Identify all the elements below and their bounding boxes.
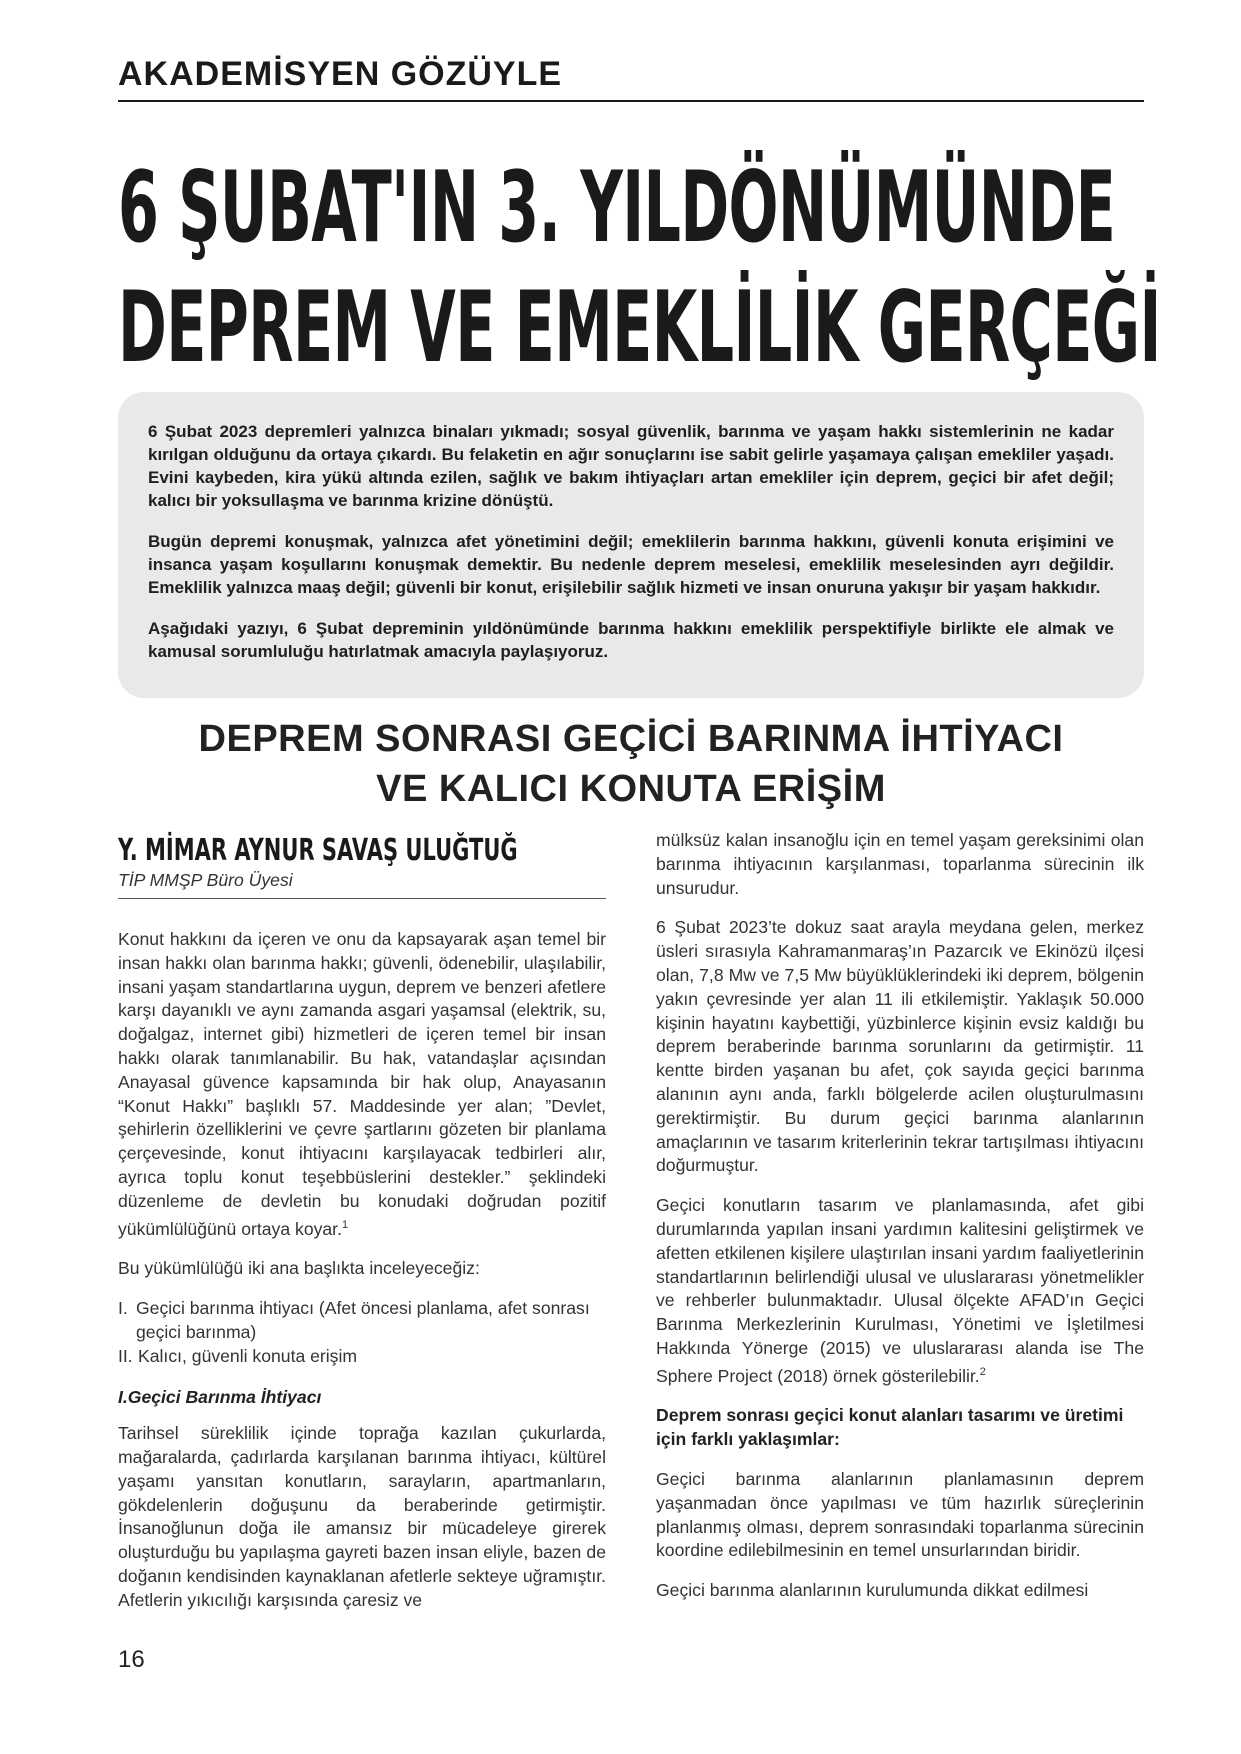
body-paragraph: Geçici barınma alanlarının planlamasının deprem yaşanmadan önce yapılması ve tüm hazırlık süreçlerinin planlanmış olması, deprem sonrasındaki toparlanma sürecinin koordine edilebilmesinin en temel unsurlarından biridir. — [656, 1468, 1144, 1561]
article-heading-line-2: VE KALICI KONUTA ERİŞİM — [376, 768, 886, 810]
body-paragraph: Bu yükümlülüğü iki ana başlıkta inceleyeceğiz: — [118, 1258, 480, 1279]
body-paragraph — [118, 928, 606, 1241]
section-title: I.Geçici Barınma İhtiyacı — [118, 1387, 322, 1408]
subsection-heading: Deprem sonrası geçici konut alanları tasarımı ve üretimi için farklı yaklaşımlar: — [656, 1405, 1124, 1450]
body-paragraph — [656, 1194, 1144, 1388]
main-title-line-2: DEPREM VE EMEKLİLİK GERÇEĞİ — [118, 271, 1161, 385]
list-number: II. — [118, 1345, 133, 1366]
header-rule — [118, 100, 1144, 102]
intro-paragraph: Aşağıdaki yazıyı, 6 Şubat depreminin yıldönümünde barınma hakkını emeklilik perspektifiyle birlikte ele almak ve kamusal sorumluluğu hatırlatmak amacıyla paylaşıyoruz. — [148, 619, 1114, 661]
right-column — [656, 829, 1144, 1619]
body-text: Konut hakkını da içeren ve onu da kapsayarak aşan temel bir insan hakkı olan barınma hakkı; güvenli, ödenebilir, ulaşılabilir, insani yaşam standartlarına uygun, deprem ve benzeri afetlere karşı dayanıklı ve aynı zamanda asgari yaşamsal (elektrik, su, doğalgaz, internet gibi) hizmetleri de içeren temel bir insan hakkı olarak tanımlanabilir. Bu hak, vatandaşlar açısından Anayasal güvence kapsamında bir hak olup, Anayasanın “Konut Hakkı” başlıklı 57. Maddesinde yer alan; ”Devlet, şehirlerin özelliklerini ve çevre şartlarını gözeten bir planlama çerçevesinde, konut ihtiyacını karşılayacak tedbirleri alır, ayrıca toplu konut teşebbüslerini destekler.” şeklindeki düzenleme de devletin bu konudaki doğrudan pozitif yükümlülüğünü ortaya koyar. — [118, 929, 606, 1239]
article-heading-line-1: DEPREM SONRASI GEÇİCİ BARINMA İHTİYACI — [198, 718, 1064, 760]
footnote-ref: 1 — [341, 1218, 349, 1231]
left-column — [118, 928, 606, 1629]
intro-paragraph: 6 Şubat 2023 depremleri yalnızca binaları yıkmadı; sosyal güvenlik, barınma ve yaşam hakkı sistemlerinin ne kadar kırılgan olduğunu da ortaya çıkardı. Bu felaketin en ağır sonuçlarını ise sabit gelirle yaşamaya çalışan emekliler yaşadı. Evini kaybeden, kira yükü altında ezilen, sağlık ve bakım ihtiyaçları artan emekliler için deprem, geçici bir afet değil; kalıcı bir yoksullaşma ve barınma krizine dönüştü. — [148, 422, 1114, 510]
article-heading — [118, 714, 1144, 814]
body-paragraph: mülksüz kalan insanoğlu için en temel yaşam gereksinimi olan barınma ihtiyacının karşılanması, toparlanma sürecinin ilk unsurudur. — [656, 830, 1144, 898]
list-text: Kalıcı, güvenli konuta erişim — [138, 1345, 358, 1366]
author-name: Y. MİMAR AYNUR SAVAŞ ULUĞTUĞ — [118, 833, 518, 868]
body-paragraph: 6 Şubat 2023’te dokuz saat arayla meydana gelen, merkez üsleri sırasıyla Kahramanmaraş’ın Pazarcık ve Ekinözü ilçesi olan, 7,8 Mw ve 7,5 Mw büyüklüklerindeki iki deprem, bölgenin yakın çevresinde yer alan 11 ili etkilemiştir. Yaklaşık 50.000 kişinin hayatını kaybettiği, yüzbinlerce kişinin evsiz kaldığı bu deprem beraberinde barınma sorunlarını da getirmiştir. 11 kentte birden yaşanan bu afet, çok sayıda geçici barınma alanının aynı anda, farklı bölgelerde acilen oluşturulmasını gerektirmiştir. Bu durum geçici barınma alanlarının amaçlarının ve tasarım kriterlerinin tekrar tartışılması ihtiyacını doğurmuştur. — [656, 917, 1144, 1176]
topic-list — [118, 1297, 606, 1368]
author-rule — [118, 898, 606, 899]
body-text: Geçici konutların tasarım ve planlamasında, afet gibi durumlarında yapılan insani yardımın kalitesini geliştirmek ve afetten etkilenen kişilere ulaştırılan insani yardım faaliyetlerinin standartlarının belirlendiği ulusal ve uluslararası yönetmelikler ve rehberler bulunmaktadır. Ulusal ölçekte AFAD’ın Geçici Barınma Merkezlerinin Kurulması, Yönetimi ve İşletilmesi Hakkında Yönerge (2015) ve uluslararası alanda ise The Sphere Project (2018) örnek gösterilebilir. — [656, 1195, 1144, 1386]
intro-box — [118, 392, 1144, 698]
intro-paragraph: Bugün depremi konuşmak, yalnızca afet yönetimini değil; emeklilerin barınma hakkını, güvenli konuta erişimini ve insanca yaşam koşullarını konuşmak demektir. Bu nedenle deprem meselesi, emeklilik meselesinden ayrı değildir. Emeklilik yalnızca maaş değil; güvenli bir konut, erişilebilir sağlık hizmeti ve insan onuruna yakışır bir yaşam hakkıdır. — [148, 532, 1114, 597]
footnote-ref: 2 — [979, 1365, 986, 1378]
section-label: AKADEMİSYEN GÖZÜYLE — [118, 55, 563, 93]
list-item — [118, 1345, 606, 1369]
list-item — [118, 1297, 606, 1345]
body-paragraph: Geçici barınma alanlarının kurulumunda dikkat edilmesi — [656, 1580, 1089, 1601]
page-number: 16 — [118, 1646, 145, 1673]
body-paragraph: Tarihsel süreklilik içinde toprağa kazılan çukurlarda, mağaralarda, çadırlarda karşılanan barınma ihtiyacı, kültürel yaşamı yansıtan konutların, sarayların, apartmanların, gökdelenlerin doğuşunu da beraberinde getirmiştir. İnsanoğlunun doğa ile amansız bir mücadeleye girerek oluşturduğu bu yapılaşma gayreti bazen insan eliyle, bazen de doğanın kendisinden kaynaklanan afetlerle sekteye uğramıştır. Afetlerin yıkıcılığı karşısında çaresiz ve — [118, 1423, 606, 1610]
main-title-line-1: 6 ŞUBAT'IN 3. YILDÖNÜMÜNDE — [118, 151, 1116, 265]
main-title — [118, 148, 1161, 388]
author-affiliation: TİP MMŞP Büro Üyesi — [118, 870, 293, 890]
list-number: I. — [118, 1298, 128, 1319]
list-text: Geçici barınma ihtiyacı (Afet öncesi planlama, afet sonrası geçici barınma) — [136, 1298, 590, 1342]
